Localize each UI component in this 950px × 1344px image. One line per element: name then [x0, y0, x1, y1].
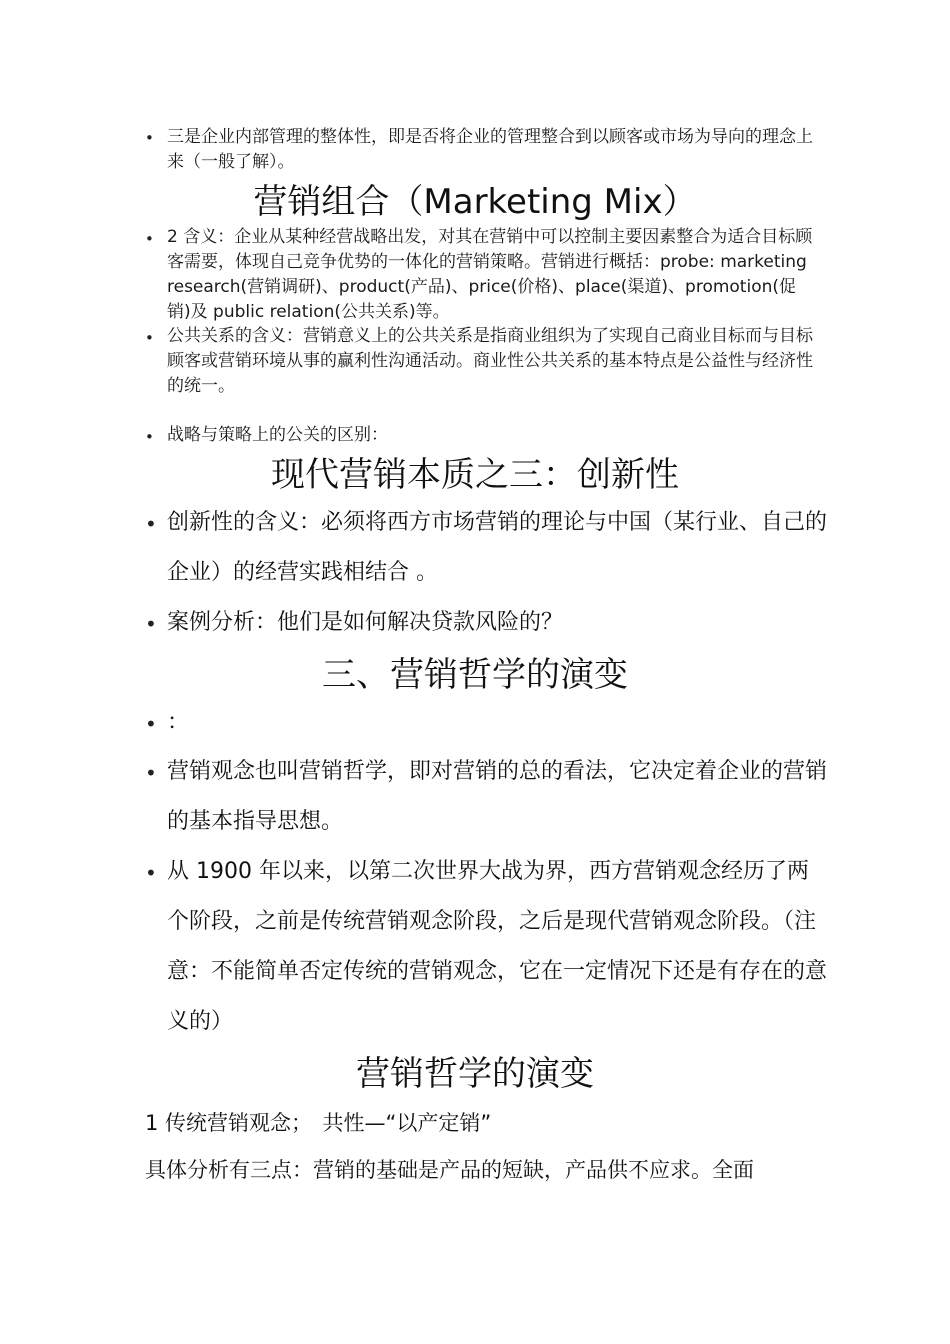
paragraph-analysis: 具体分析有三点：营销的基础是产品的短缺，产品供不应求。全面	[145, 1158, 754, 1182]
paragraph-pr-difference: 战略与策略上的公关的区别：	[167, 425, 388, 445]
heading-philosophy-evolution: 三、营销哲学的演变	[322, 655, 628, 695]
bullet-marker: •	[145, 612, 157, 636]
paragraph-case-analysis: 案例分析：他们是如何解决贷款风险的？	[167, 610, 564, 635]
bullet-marker: •	[145, 761, 157, 785]
paragraph-marketing-mix-definition: 2 含义：企业从某种经营战略出发，对其在营销中可以控制主要因素整合为适合目标顾客需要，体现自己竞争优势的一体化的营销策略。营销进行概括：probe: marketing research(营销调研)、product(产品)、price(价格)、place(渠道)、promotion(促销)及 public relation(公共关系)等。	[167, 227, 813, 322]
bullet-marker: •	[145, 428, 154, 446]
bullet-marker: •	[145, 512, 157, 536]
heading-philosophy-evolution-2: 营销哲学的演变	[356, 1054, 594, 1094]
paragraph-history-1900: 从 1900 年以来，以第二次世界大战为界，西方营销观念经历了两个阶段，之前是传统营销观念阶段，之后是现代营销观念阶段。（注意：不能简单否定传统的营销观念，它在一定情况下还是有存在的意义的）	[167, 859, 828, 1034]
bullet-marker: •	[145, 129, 154, 147]
heading-marketing-mix: 营销组合（Marketing Mix）	[253, 182, 697, 222]
bullet-marker: •	[145, 329, 154, 347]
paragraph-marketing-concept: 营销观念也叫营销哲学，即对营销的总的看法，它决定着企业的营销的基本指导思想。	[167, 759, 828, 834]
bullet-marker: •	[145, 861, 157, 885]
paragraph-public-relations: 公共关系的含义：营销意义上的公共关系是指商业组织为了实现自己商业目标而与目标顾客或营销环境从事的赢利性沟通活动。商业性公共关系的基本特点是公益性与经济性的统一。	[167, 326, 813, 396]
paragraph-internal-management: 三是企业内部管理的整体性，即是否将企业的管理整合到以顾客或市场为导向的理念上来（一般了解）。	[167, 127, 813, 172]
paragraph-colon: ：	[167, 710, 190, 735]
bullet-marker: •	[145, 230, 154, 248]
paragraph-traditional-concept: 1 传统营销观念； 共性—“以产定销”	[145, 1111, 492, 1135]
paragraph-innovation-definition: 创新性的含义：必须将西方市场营销的理论与中国（某行业、自己的企业）的经营实践相结合 。	[167, 510, 828, 585]
bullet-marker: •	[145, 712, 157, 736]
heading-innovation: 现代营销本质之三：创新性	[271, 455, 679, 495]
